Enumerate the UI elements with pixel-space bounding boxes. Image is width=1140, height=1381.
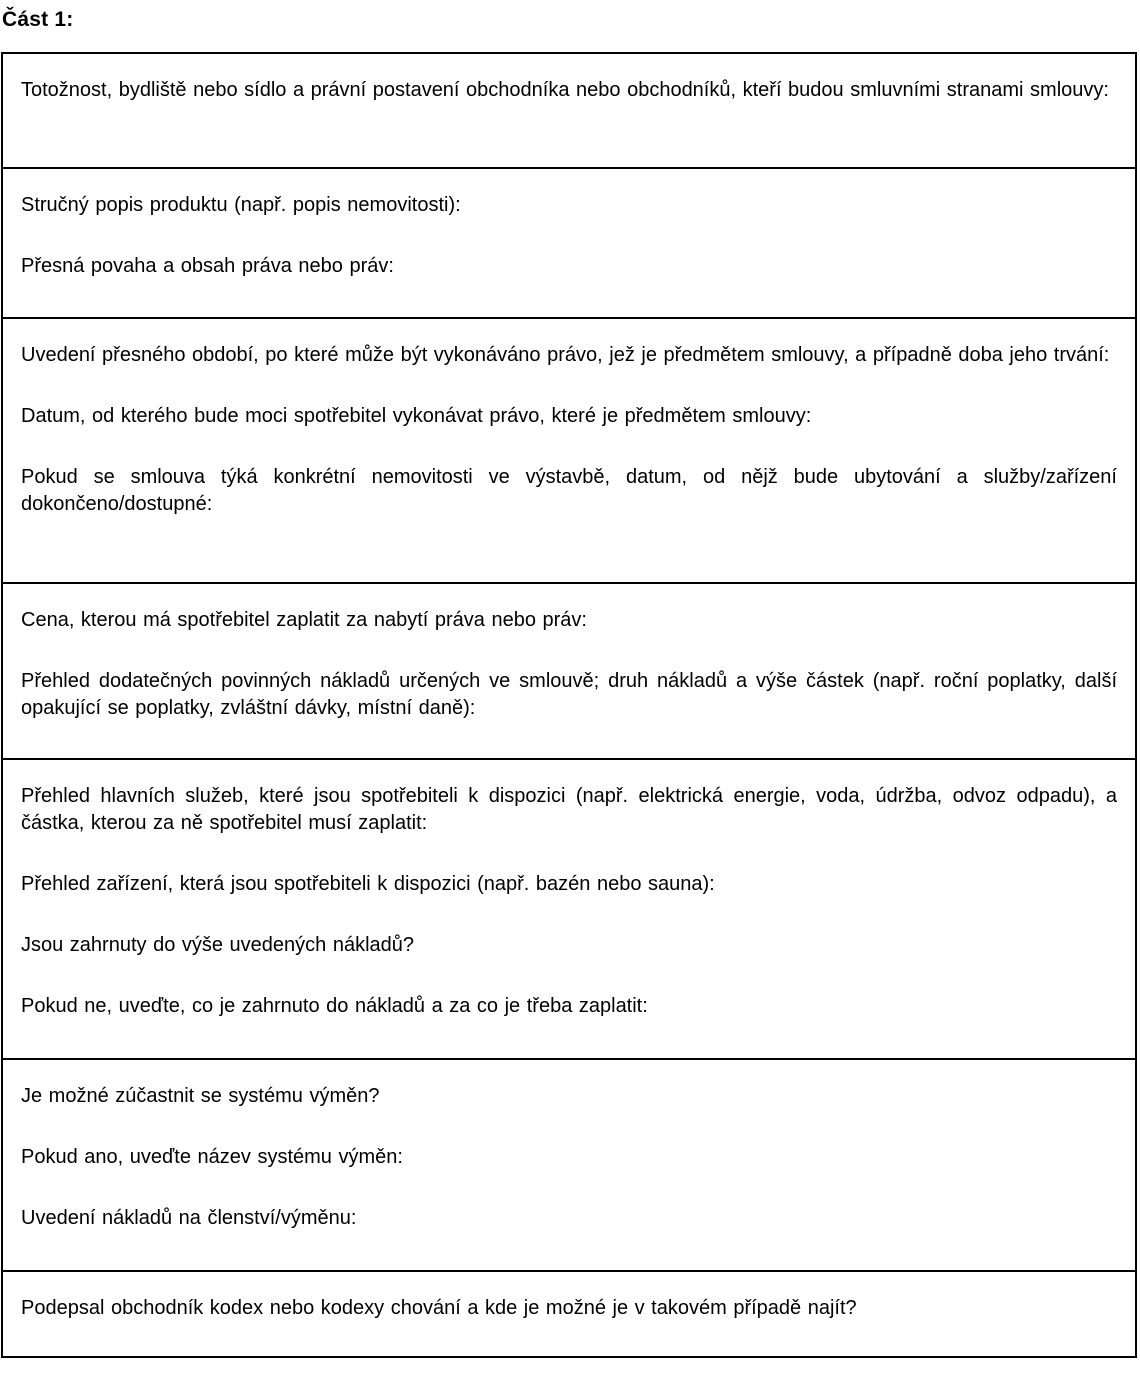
field-label: Cena, kterou má spotřebitel zaplatit za nabytí práva nebo práv:	[21, 609, 587, 631]
section-exchange-system	[3, 1058, 1135, 1270]
field-label: Stručný popis produktu (např. popis nemovitosti):	[21, 194, 461, 216]
section-product-description	[3, 167, 1135, 317]
section-period-and-dates	[3, 317, 1135, 582]
section-trader-identity	[3, 54, 1135, 167]
field-label: Uvedení nákladů na členství/výměnu:	[21, 1207, 357, 1229]
field-label: Podepsal obchodník kodex nebo kodexy chování a kde je možné je v takovém případě najít?	[21, 1297, 857, 1319]
field-label: Datum, od kterého bude moci spotřebitel vykonávat právo, které je předmětem smlouvy:	[21, 405, 812, 427]
field-label: Přesná povaha a obsah práva nebo práv:	[21, 255, 394, 277]
section-services-and-facilities	[3, 758, 1135, 1058]
field-label: Uvedení přesného období, po které může být vykonáváno právo, jež je předmětem smlouvy, a případně doba jeho trvání:	[21, 344, 1110, 366]
section-code-of-conduct	[3, 1270, 1135, 1356]
field-label: Pokud ne, uveďte, co je zahrnuto do nákladů a za co je třeba zaplatit:	[21, 995, 648, 1017]
field-label: Pokud se smlouva týká konkrétní nemovitosti ve výstavbě, datum, od nějž bude ubytování a služby/zařízení dokončeno/dostupné:	[21, 466, 1117, 515]
field-label: Totožnost, bydliště nebo sídlo a právní postavení obchodníka nebo obchodníků, kteří budou smluvními stranami smlouvy:	[21, 79, 1109, 101]
section-price-and-costs	[3, 582, 1135, 758]
field-label: Přehled hlavních služeb, které jsou spotřebiteli k dispozici (např. elektrická energie, voda, údržba, odvoz odpadu), a částka, kterou za ně spotřebitel musí zaplatit:	[21, 785, 1117, 834]
field-label: Pokud ano, uveďte název systému výměn:	[21, 1146, 403, 1168]
information-form-table	[1, 52, 1137, 1358]
field-label: Jsou zahrnuty do výše uvedených nákladů?	[21, 934, 415, 956]
page-heading: Část 1:	[2, 8, 74, 31]
field-label: Přehled zařízení, která jsou spotřebiteli k dispozici (např. bazén nebo sauna):	[21, 873, 715, 895]
field-label: Přehled dodatečných povinných nákladů určených ve smlouvě; druh nákladů a výše částek (např. roční poplatky, další opakující se poplatky, zvláštní dávky, místní daně):	[21, 670, 1117, 719]
field-label: Je možné zúčastnit se systému výměn?	[21, 1085, 380, 1107]
